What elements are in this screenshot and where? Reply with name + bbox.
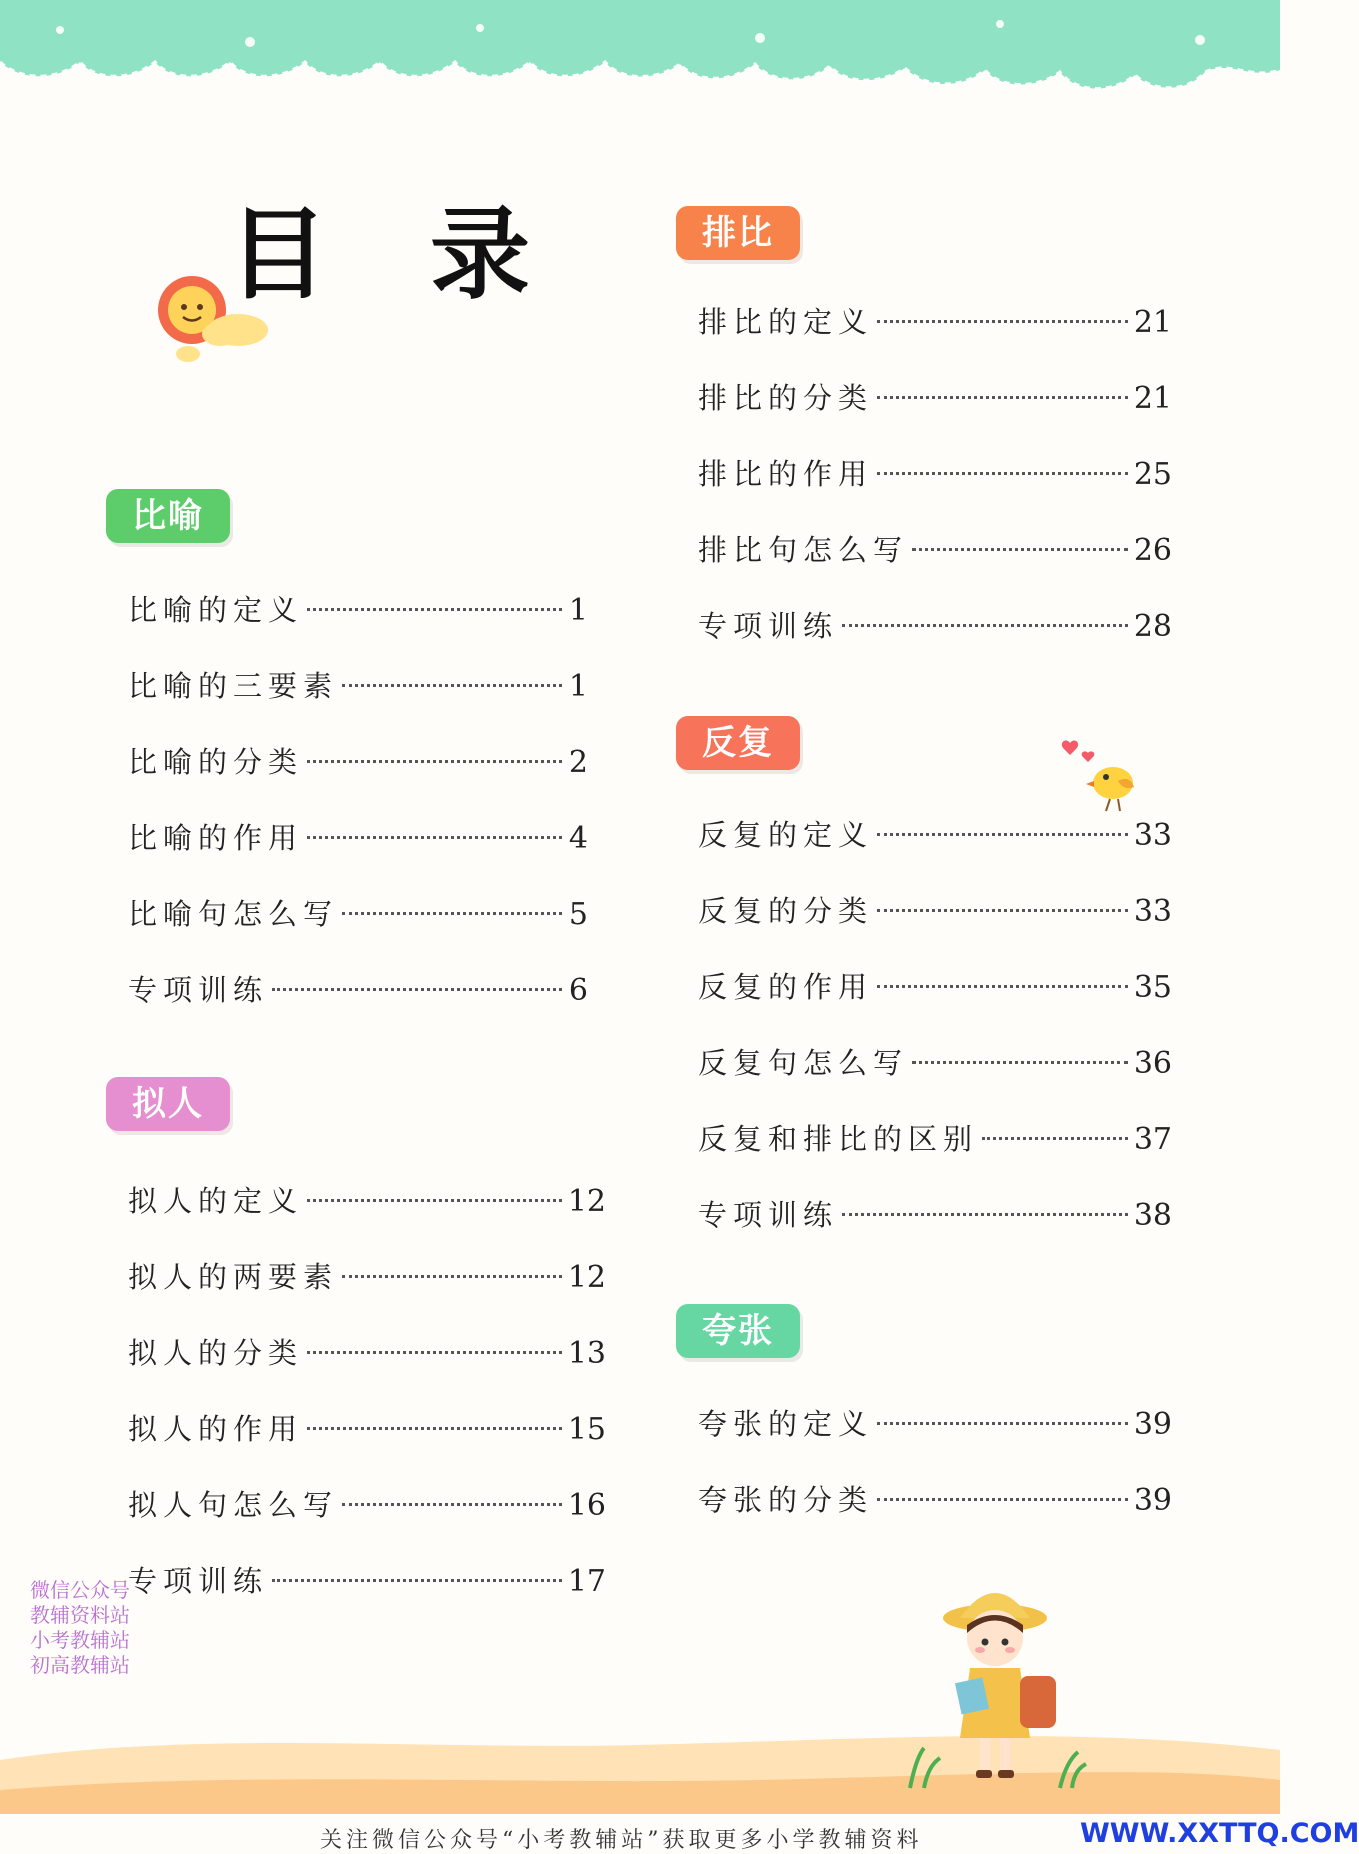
toc-entry-page: 37 — [1133, 1122, 1172, 1157]
toc-leader-dots — [307, 1427, 562, 1430]
toc-entry[interactable] — [698, 378, 1172, 418]
toc-leader-dots — [877, 472, 1128, 475]
section-badge-hyperbole[interactable]: 夸张 — [676, 1304, 800, 1358]
toc-entry-label: 夸张的定义 — [698, 1407, 874, 1441]
toc-leader-dots — [342, 1503, 562, 1506]
toc-entry-page: 28 — [1133, 609, 1172, 644]
toc-entry[interactable] — [698, 530, 1172, 570]
toc-entry-page: 25 — [1133, 457, 1172, 492]
toc-entry-page: 33 — [1133, 818, 1172, 853]
toc-entry-label: 排比的作用 — [698, 457, 874, 491]
toc-entry-page: 1 — [568, 669, 588, 704]
toc-entry-label: 拟人的分类 — [128, 1336, 304, 1370]
toc-entry-label: 拟人的作用 — [128, 1412, 304, 1446]
toc-leader-dots — [877, 833, 1128, 836]
toc-entry-label: 专项训练 — [128, 1564, 269, 1598]
section-badge-parallelism[interactable]: 排比 — [676, 206, 800, 260]
toc-entry-page: 13 — [567, 1336, 606, 1371]
toc-entry[interactable] — [698, 1119, 1172, 1159]
toc-entry[interactable] — [698, 606, 1172, 646]
toc-leader-dots — [877, 396, 1128, 399]
section-badge-personification[interactable]: 拟人 — [106, 1077, 230, 1131]
toc-entry-label: 反复的作用 — [698, 970, 874, 1004]
toc-entry[interactable] — [128, 590, 588, 630]
footer-promo-text: 关注微信公众号“小考教辅站”获取更多小学教辅资料 — [320, 1828, 923, 1853]
toc-leader-dots — [912, 548, 1128, 551]
toc-leader-dots — [877, 1498, 1128, 1501]
toc-entry-label: 反复的分类 — [698, 894, 874, 928]
toc-entry-page: 12 — [567, 1260, 606, 1295]
girl-reading-illustration — [900, 1578, 1090, 1790]
watermark-line: 微信公众号 — [30, 1578, 130, 1602]
toc-entry-label: 比喻句怎么写 — [128, 897, 339, 931]
toc-entry[interactable] — [128, 1181, 606, 1221]
toc-entry-page: 1 — [568, 593, 588, 628]
toc-entry-label: 专项训练 — [698, 1198, 839, 1232]
page-title-char-2: 录 — [430, 196, 530, 313]
toc-leader-dots — [877, 985, 1128, 988]
toc-entry-page: 17 — [567, 1564, 606, 1599]
toc-entry[interactable] — [698, 1195, 1172, 1235]
toc-entry-page: 33 — [1133, 894, 1172, 929]
toc-entry[interactable] — [128, 970, 588, 1010]
toc-entry-label: 反复和排比的区别 — [698, 1122, 979, 1156]
toc-entry-page: 35 — [1133, 970, 1172, 1005]
toc-leader-dots — [842, 1213, 1128, 1216]
toc-entry-label: 排比的定义 — [698, 305, 874, 339]
toc-section-metaphor — [128, 590, 588, 1030]
toc-leader-dots — [342, 912, 562, 915]
toc-entry-page: 6 — [568, 973, 588, 1008]
toc-leader-dots — [342, 1275, 562, 1278]
toc-entry-label: 反复句怎么写 — [698, 1046, 909, 1080]
watermark — [30, 1578, 150, 1678]
toc-entry[interactable] — [128, 818, 588, 858]
toc-entry-page: 39 — [1133, 1483, 1172, 1518]
toc-leader-dots — [877, 1422, 1128, 1425]
toc-entry[interactable] — [698, 302, 1172, 342]
toc-entry[interactable] — [128, 1409, 606, 1449]
toc-entry[interactable] — [698, 891, 1172, 931]
toc-entry-page: 38 — [1133, 1198, 1172, 1233]
toc-leader-dots — [877, 320, 1128, 323]
toc-entry-label: 拟人的两要素 — [128, 1260, 339, 1294]
footer-url[interactable]: WWW.XXTTQ.COM — [1080, 1818, 1359, 1849]
toc-leader-dots — [272, 1579, 562, 1582]
section-badge-repetition[interactable]: 反复 — [676, 716, 800, 770]
toc-leader-dots — [912, 1061, 1128, 1064]
toc-entry[interactable] — [698, 815, 1172, 855]
toc-entry[interactable] — [698, 1404, 1172, 1444]
bird-icon — [1058, 735, 1148, 815]
toc-entry-page: 16 — [567, 1488, 606, 1523]
toc-entry-page: 21 — [1133, 305, 1172, 340]
toc-entry-page: 21 — [1133, 381, 1172, 416]
toc-entry-page: 39 — [1133, 1407, 1172, 1442]
toc-entry[interactable] — [698, 967, 1172, 1007]
toc-leader-dots — [307, 608, 562, 611]
toc-entry[interactable] — [128, 894, 588, 934]
toc-leader-dots — [982, 1137, 1128, 1140]
watermark-line: 初高教辅站 — [30, 1653, 130, 1677]
toc-leader-dots — [307, 836, 562, 839]
toc-entry[interactable] — [128, 1257, 606, 1297]
toc-entry-page: 36 — [1133, 1046, 1172, 1081]
toc-entry-page: 15 — [567, 1412, 606, 1447]
toc-leader-dots — [877, 909, 1128, 912]
toc-entry-label: 夸张的分类 — [698, 1483, 874, 1517]
toc-entry-label: 比喻的作用 — [128, 821, 304, 855]
toc-entry-label: 拟人句怎么写 — [128, 1488, 339, 1522]
toc-section-personification — [128, 1181, 606, 1621]
toc-entry[interactable] — [128, 666, 588, 706]
toc-section-repetition — [698, 815, 1172, 1255]
toc-section-hyperbole — [698, 1404, 1172, 1524]
toc-entry[interactable] — [128, 1561, 606, 1601]
toc-leader-dots — [307, 760, 562, 763]
toc-leader-dots — [342, 684, 562, 687]
top-cloud-banner — [0, 0, 1280, 120]
toc-entry-label: 比喻的分类 — [128, 745, 304, 779]
toc-leader-dots — [842, 624, 1128, 627]
toc-entry-label: 反复的定义 — [698, 818, 874, 852]
toc-entry-page: 2 — [568, 745, 588, 780]
toc-entry[interactable] — [128, 742, 588, 782]
toc-entry-label: 比喻的三要素 — [128, 669, 339, 703]
toc-entry-page: 4 — [568, 821, 588, 856]
toc-entry-label: 拟人的定义 — [128, 1184, 304, 1218]
watermark-line: 小考教辅站 — [30, 1628, 130, 1652]
toc-entry-label: 排比句怎么写 — [698, 533, 909, 567]
toc-entry-page: 5 — [568, 897, 588, 932]
toc-entry-label: 比喻的定义 — [128, 593, 304, 627]
toc-entry[interactable] — [128, 1485, 606, 1525]
toc-entry-label: 专项训练 — [128, 973, 269, 1007]
toc-leader-dots — [307, 1199, 562, 1202]
toc-entry-label: 排比的分类 — [698, 381, 874, 415]
toc-leader-dots — [272, 988, 562, 991]
toc-entry-page: 26 — [1133, 533, 1172, 568]
toc-entry[interactable] — [698, 1480, 1172, 1520]
section-badge-metaphor[interactable]: 比喻 — [106, 489, 230, 543]
toc-entry[interactable] — [128, 1333, 606, 1373]
toc-entry[interactable] — [698, 454, 1172, 494]
toc-entry-page: 12 — [567, 1184, 606, 1219]
toc-entry[interactable] — [698, 1043, 1172, 1083]
watermark-line: 教辅资料站 — [30, 1603, 130, 1627]
toc-section-parallelism — [698, 302, 1172, 662]
toc-leader-dots — [307, 1351, 562, 1354]
toc-entry-label: 专项训练 — [698, 609, 839, 643]
sun-icon — [150, 272, 280, 372]
page-title-char-1: 目 — [228, 196, 328, 313]
